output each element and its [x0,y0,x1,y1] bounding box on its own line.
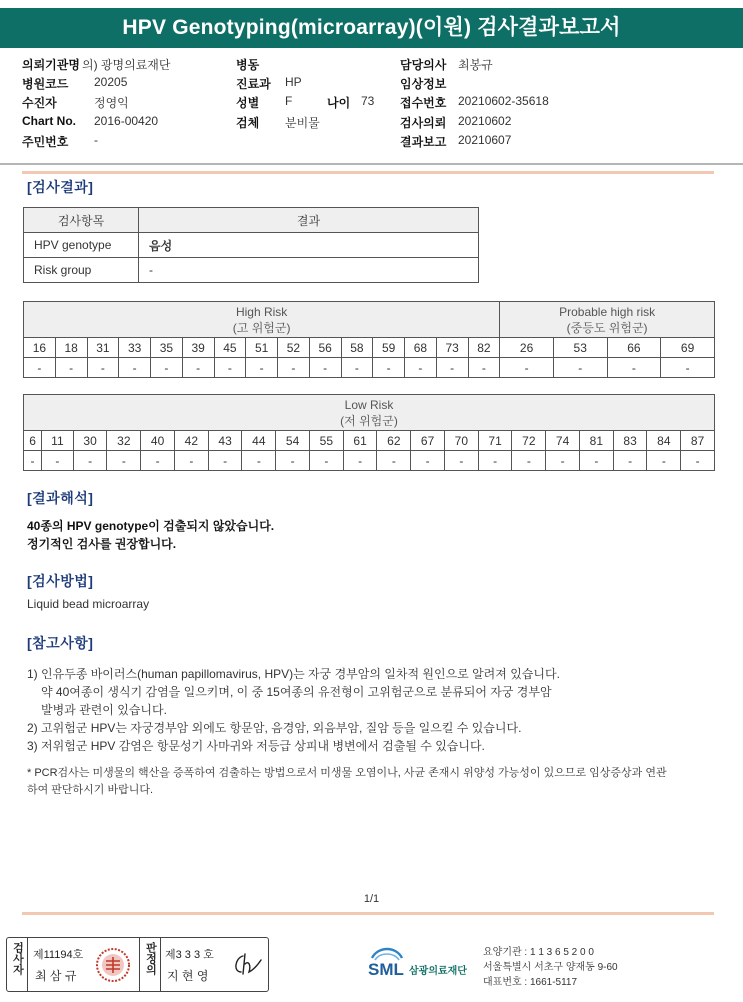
inspector-label [7,942,27,979]
section-title-interpretation: [결과해석] [27,490,94,506]
table-row [24,233,479,258]
method-text: Liquid bead microarray [27,597,150,611]
contact-info [483,945,618,990]
genotype-result-cell: - [444,451,478,471]
divider [22,912,714,915]
genotype-result-cell: - [278,358,310,378]
type-row [24,338,715,358]
info-label: 병동 [236,58,260,72]
genotype-result-cell: - [208,451,242,471]
high-risk-table [23,301,715,378]
genotype-cell: 73 [436,338,468,358]
info-label: 성별 [236,96,260,110]
genotype-cell: 45 [214,338,246,358]
value-row [24,451,715,471]
note-item: 3) 저위험군 HPV 감염은 항문성기 사마귀와 저등급 상피내 병변에서 검출될 수 있습니다. [27,739,485,753]
genotype-result-cell: - [546,451,580,471]
genotype-cell: 33 [119,338,151,358]
genotype-cell: 42 [174,431,208,451]
logo-text: SML [368,960,404,979]
genotype-result-cell: - [661,358,715,378]
inspector-license: 제11194호 [33,949,84,961]
genotype-result-cell: - [214,358,246,378]
genotype-cell: 35 [151,338,183,358]
result-table [23,207,479,283]
value-row [24,358,715,378]
info-value: 의) 광명의료재단 [82,58,171,72]
info-value: HP [285,75,302,89]
genotype-cell: 55 [309,431,343,451]
group-label: High Risk [235,304,288,319]
genotype-cell: 18 [55,338,87,358]
genotype-result-cell: - [242,451,276,471]
patient-info [22,56,742,156]
genotype-cell: 68 [405,338,437,358]
genotype-result-cell: - [343,451,377,471]
genotype-cell: 59 [373,338,405,358]
section-title-result: [검사결과] [27,179,94,195]
genotype-result-cell: - [411,451,445,471]
genotype-cell: 51 [246,338,278,358]
reviewer-name: 지 현 영 [167,969,209,983]
signature-icon [229,950,265,980]
genotype-result-cell: - [478,451,512,471]
genotype-result-cell: - [613,451,647,471]
group-sublabel: (고 위험군) [232,320,291,335]
table-cell: 음성 [139,233,479,258]
info-label: 병원코드 [22,77,69,91]
genotype-cell: 56 [309,338,341,358]
info-label: Chart No. [22,114,76,128]
genotype-cell: 26 [500,338,554,358]
note-item: 약 40여종이 생식기 감염을 일으키며, 이 중 15여종의 유전형이 고위험군으로 분류되어 자궁 경부암 [41,685,552,699]
genotype-result-cell: - [377,451,411,471]
genotype-result-cell: - [405,358,437,378]
high-risk-header [24,302,500,338]
group-label: Low Risk [344,397,394,412]
genotype-result-cell: - [309,358,341,378]
genotype-cell: 40 [141,431,175,451]
genotype-cell: 84 [647,431,681,451]
note-item: 2) 고위험군 HPV는 자궁경부암 외에도 항문암, 음경암, 외음부암, 질암 등을 일으킬 수 있습니다. [27,721,522,735]
genotype-result-cell: - [468,358,500,378]
info-value: 분비물 [285,116,320,130]
seal-icon [95,947,131,983]
probable-risk-header [500,302,715,338]
interpretation-line: 40종의 HPV genotype이 검출되지 않았습니다. [27,519,275,533]
group-sublabel: (중등도 위험군) [566,320,648,335]
sml-logo [368,944,478,985]
section-title-method: [검사방법] [27,573,94,589]
genotype-result-cell: - [500,358,554,378]
genotype-result-cell: - [24,451,42,471]
divider [27,938,28,991]
info-label: 진료과 [236,77,271,91]
genotype-cell: 53 [553,338,607,358]
genotype-cell: 72 [512,431,546,451]
genotype-cell: 30 [73,431,107,451]
genotype-result-cell: - [681,451,715,471]
genotype-result-cell: - [276,451,310,471]
genotype-result-cell: - [87,358,119,378]
genotype-cell: 62 [377,431,411,451]
genotype-cell: 70 [444,431,478,451]
signature-box [6,937,269,992]
group-sublabel: (저 위험군) [340,413,398,428]
info-label: 검사의뢰 [400,116,447,130]
info-value: 20210602-35618 [458,94,549,108]
genotype-result-cell: - [553,358,607,378]
genotype-result-cell: - [24,358,56,378]
info-value: 정영익 [94,96,129,110]
inspector-label-text: 검사자 [11,942,24,975]
genotype-cell: 11 [42,431,74,451]
genotype-cell: 44 [242,431,276,451]
signature [229,950,265,983]
genotype-result-cell: - [55,358,87,378]
genotype-cell: 39 [182,338,214,358]
genotype-result-cell: - [73,451,107,471]
genotype-result-cell: - [436,358,468,378]
genotype-cell: 71 [478,431,512,451]
genotype-result-cell: - [373,358,405,378]
divider [0,163,743,165]
note-item: 발병과 관련이 있습니다. [41,703,167,717]
info-value: 20210607 [458,133,512,147]
info-value: F [285,94,293,108]
interpretation-text [27,517,274,553]
genotype-cell: 16 [24,338,56,358]
genotype-cell: 83 [613,431,647,451]
info-label: 임상정보 [400,77,447,91]
info-label: 나이 [327,96,351,110]
genotype-result-cell: - [246,358,278,378]
genotype-result-cell: - [647,451,681,471]
info-label: 접수번호 [400,96,447,110]
genotype-cell: 81 [579,431,613,451]
info-label: 의뢰기관명 [22,58,80,72]
info-value: 최봉규 [458,58,493,72]
genotype-cell: 58 [341,338,373,358]
group-label: Probable high risk [559,304,656,319]
genotype-cell: 54 [276,431,310,451]
genotype-cell: 66 [607,338,661,358]
table-cell: HPV genotype [24,233,139,258]
report-title: HPV Genotyping(microarray)(이원) 검사결과보고서 [0,8,743,48]
type-row [24,431,715,451]
info-value: 73 [361,94,375,108]
address: 서울특별시 서초구 양재동 9-60 [483,962,618,973]
interpretation-line: 정기적인 검사를 권장합니다. [27,537,177,551]
genotype-result-cell: - [182,358,214,378]
sml-logo-icon [368,944,478,982]
genotype-cell: 32 [107,431,141,451]
divider [160,938,161,991]
info-value: 2016-00420 [94,114,159,128]
genotype-result-cell: - [341,358,373,378]
divider [22,171,714,174]
phone: 대표번호 : 1661-5117 [483,977,578,988]
reviewer-license: 제3 3 3 호 [165,949,214,961]
info-label: 결과보고 [400,135,447,149]
section-title-notes: [참고사항] [27,635,94,651]
table-row [24,258,479,283]
genotype-cell: 87 [681,431,715,451]
genotype-cell: 6 [24,431,42,451]
logo-name: 삼광의료재단 [409,966,467,977]
genotype-result-cell: - [309,451,343,471]
low-risk-header [24,395,715,431]
genotype-cell: 61 [343,431,377,451]
seal-stamp [95,947,131,986]
genotype-result-cell: - [579,451,613,471]
genotype-cell: 82 [468,338,500,358]
genotype-result-cell: - [42,451,74,471]
info-label: 수진자 [22,96,57,110]
genotype-cell: 43 [208,431,242,451]
info-label: 주민번호 [22,135,69,149]
inspector-name: 최 삼 규 [35,969,77,983]
page-number: 1/1 [363,893,380,905]
genotype-result-cell: - [151,358,183,378]
table-header: 결과 [139,208,479,233]
genotype-cell: 69 [661,338,715,358]
note-item: 1) 인유두종 바이러스(human papillomavirus, HPV)는 자궁 경부암의 일차적 원인으로 알려져 있습니다. [27,667,560,681]
genotype-cell: 74 [546,431,580,451]
genotype-cell: 67 [411,431,445,451]
info-label: 검체 [236,116,260,130]
genotype-cell: 52 [278,338,310,358]
table-cell: - [139,258,479,283]
genotype-result-cell: - [607,358,661,378]
genotype-result-cell: - [141,451,175,471]
low-risk-table [23,394,715,471]
genotype-result-cell: - [119,358,151,378]
genotype-result-cell: - [107,451,141,471]
institution-code: 요양기관 : 1 1 3 6 5 2 0 0 [483,947,594,958]
reviewer-label [140,942,160,979]
caution-text: * PCR검사는 미생물의 핵산을 증폭하여 검출하는 방법으로서 미생물 오염이나, 사균 존재시 위양성 가능성이 있으므로 임상증상과 연관하여 판단하시기 바랍니다. [27,767,667,796]
info-value: 20205 [94,75,128,89]
info-value: - [94,133,98,147]
info-value: 20210602 [458,114,512,128]
genotype-cell: 31 [87,338,119,358]
genotype-result-cell: - [512,451,546,471]
genotype-result-cell: - [174,451,208,471]
table-cell: Risk group [24,258,139,283]
reviewer-label-text: 판정의 [144,942,157,975]
info-label: 담당의사 [400,58,447,72]
table-header: 검사항목 [24,208,139,233]
